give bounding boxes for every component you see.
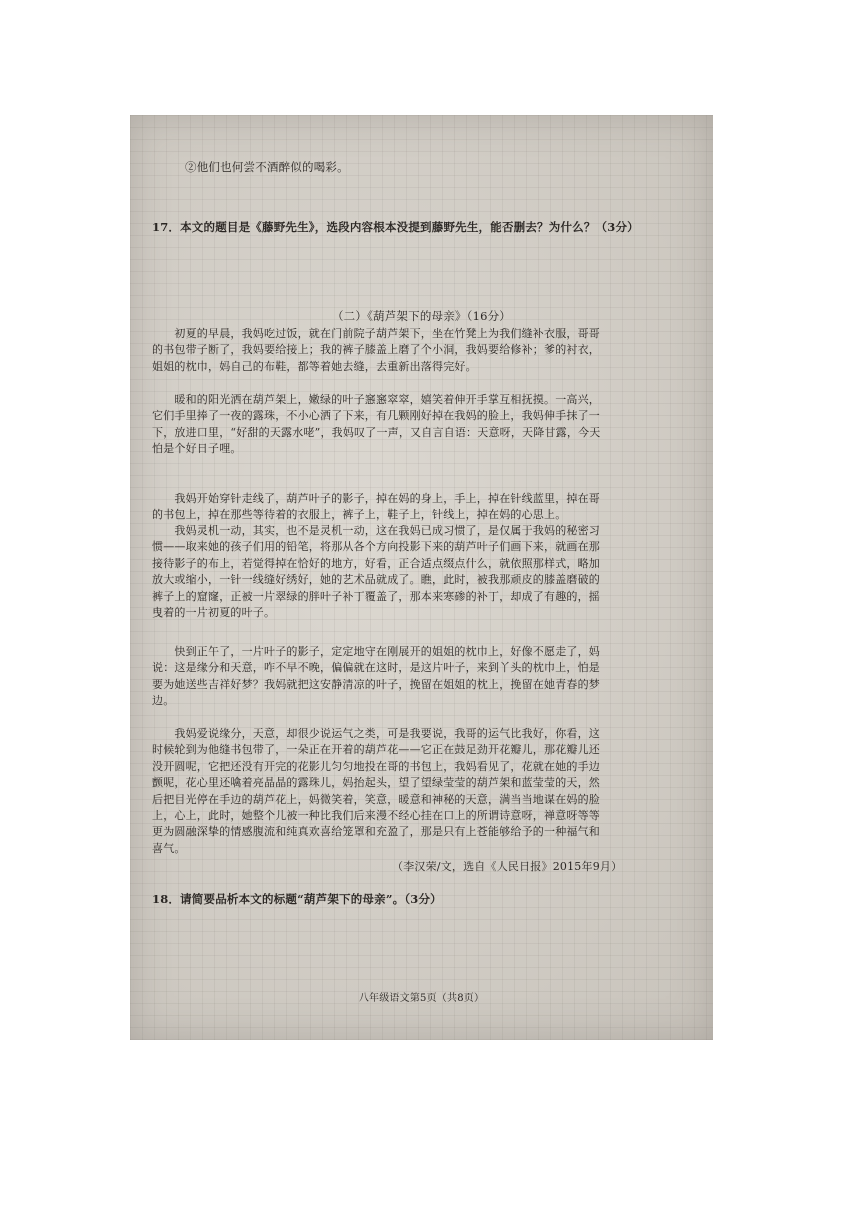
text-line: 我妈爱说缘分，天意，却很少说运气之类，可是我要说，我哥的运气比我好，你看，这 <box>152 727 600 740</box>
subquestion-text: ②他们也何尝不酒醉似的喝彩。 <box>185 160 349 174</box>
text-line: 的书包带子断了，我妈要给接上；我的裤子膝盖上磨了个小洞，我妈要给修补；爹的衬衣， <box>152 343 600 357</box>
text-line: 说：这是缘分和天意，咋不早不晚，偏偏就在这时，是这片叶子，来到丫头的枕巾上，怕是 <box>152 661 600 675</box>
section-title: （二）《葫芦架下的母亲》（16分） <box>331 309 512 323</box>
text-line: 放大或缩小，一针一线缝好绣好，她的艺术品就成了。瞧，此时，被我那顽皮的膝盖磨破的 <box>152 573 600 587</box>
paragraph-6 <box>152 726 692 857</box>
text-line: 我妈灵机一动，其实，也不是灵机一动，这在我妈已成习惯了，是仅属于我妈的秘密习 <box>152 524 600 537</box>
text-line: 的书包上，掉在那些等待着的衣服上，裤子上，鞋子上，针线上，掉在妈的心思上。 <box>152 508 567 522</box>
text-line: 惯——取来她的孩子们用的铅笔，将那从各个方向投影下来的葫芦叶子们画下来，就画在那 <box>152 540 600 554</box>
text-line: 上，心上，此时，她整个儿被一种比我们后来漫不经心挂在口上的所谓诗意呀，禅意呀等等 <box>152 808 600 822</box>
text-line: 我妈开始穿针走线了，葫芦叶子的影子，掉在妈的身上，手上，掉在针线蓝里，掉在哥 <box>152 492 600 505</box>
text-line: 颤呢，花心里还噙着亮晶晶的露珠儿，妈抬起头，望了望绿莹莹的葫芦架和蓝莹莹的天，然 <box>152 776 600 790</box>
text-line: 没开圆呢，它把还没有开完的花影儿匀匀地投在哥的书包上，我妈看见了，花就在她的手边 <box>152 759 600 773</box>
text-line: 初夏的早晨，我妈吃过饭，就在门前院子葫芦架下，坐在竹凳上为我们缝补衣服，哥哥 <box>152 327 600 340</box>
paragraph-3 <box>152 491 692 524</box>
text-line: 下，放进口里，“好甜的天露水咾”，我妈叹了一声，又自言自语：天意呀，天降甘露，今天 <box>152 425 601 439</box>
text-line: 暖和的阳光洒在葫芦架上，嫩绿的叶子窸窸窣窣，嬉笑着伸开手掌互相抚摸。一高兴， <box>152 393 600 406</box>
page-footer: 八年级语文第5页（共8页） <box>358 993 485 1004</box>
text-line: 姐姐的枕巾，妈自己的布鞋，都等着她去缝，去重新出落得完好。 <box>152 359 477 373</box>
question-18: 18．请简要品析本文的标题“葫芦架下的母亲”。（3分） <box>152 892 442 906</box>
text-line: 边。 <box>152 694 175 708</box>
text-line: 裤子上的窟窿，正被一片翠绿的胖叶子补丁覆盖了，那本来寒碜的补丁，却成了有趣的，摇 <box>152 589 600 603</box>
text-line: 更为圆融深挚的情感腹流和纯真欢喜给笼罩和充盈了，那是只有上苍能够给予的一种福气和 <box>152 825 600 839</box>
text-line: 喜气。 <box>152 841 186 855</box>
text-line: 接待影子的布上，若觉得掉在恰好的地方，好看，正合适点缀点什么，就依照那样式，略加 <box>152 556 600 570</box>
paragraph-2 <box>152 392 692 458</box>
source-citation: （李汉荣/文，选自《人民日报》2015年9月） <box>392 860 623 873</box>
text-line: 快到正午了，一片叶子的影子，定定地守在刚展开的姐姐的枕巾上，好像不愿走了，妈 <box>152 645 600 658</box>
exam-page-photo <box>130 115 713 1040</box>
text-line: 它们手里捧了一夜的露珠，不小心洒了下来，有几颗刚好掉在我妈的脸上，我妈伸手抹了一 <box>152 409 600 423</box>
question-17: 17．本文的题目是《藤野先生》，选段内容根本没提到藤野先生，能否删去？为什么？（3分） <box>152 220 639 234</box>
text-line: 要为她送些吉祥好梦？我妈就把这安静清凉的叶子，挽留在姐姐的枕上，挽留在她青春的梦 <box>152 677 600 691</box>
text-line: 曳着的一片初夏的叶子。 <box>152 605 276 619</box>
text-line: 时候轮到为他缝书包带了，一朵正在开着的葫芦花——它正在鼓足劲开花瓣儿，那花瓣儿还 <box>152 743 600 757</box>
text-line: 怕是个好日子哩。 <box>152 442 242 456</box>
paragraph-1 <box>152 326 692 375</box>
paragraph-4 <box>152 523 692 621</box>
text-line: 后把目光停在手边的葫芦花上，妈微笑着，笑意，暖意和神秘的天意，满当当地谋在妈的脸 <box>152 792 600 806</box>
paragraph-5 <box>152 644 692 710</box>
